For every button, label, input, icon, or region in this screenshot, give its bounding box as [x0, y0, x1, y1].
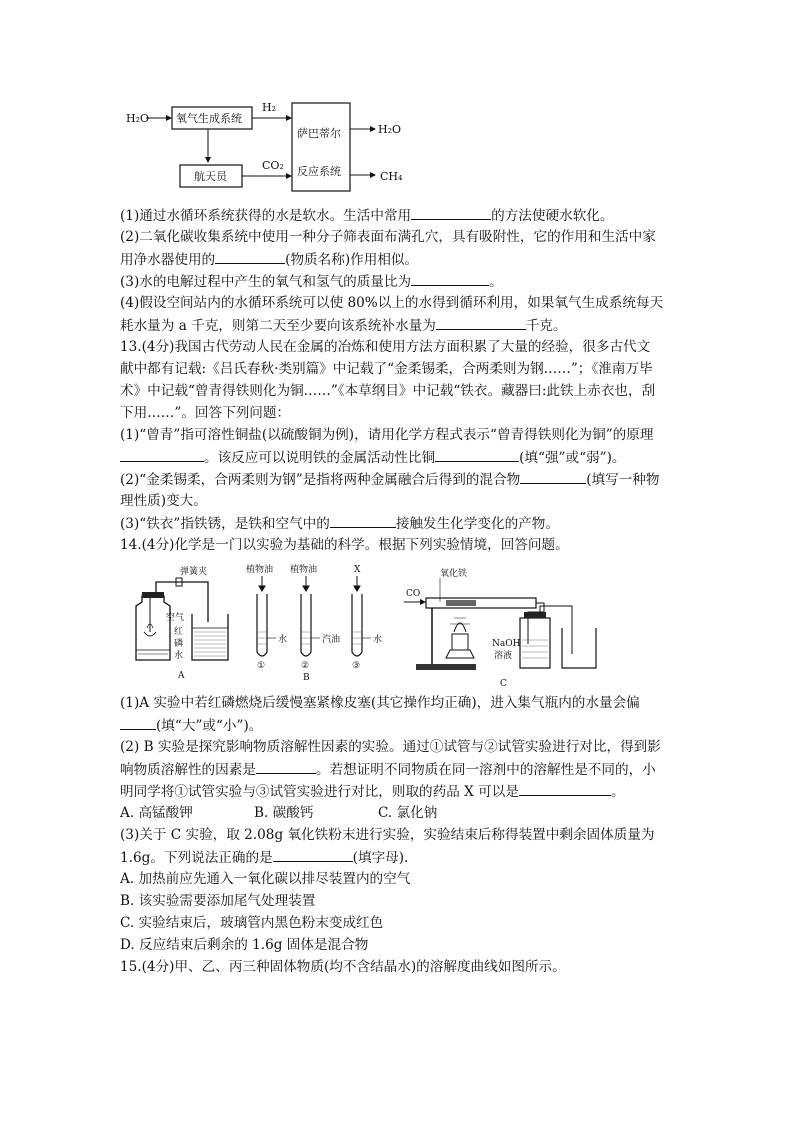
- answer-blank[interactable]: [273, 847, 353, 862]
- tube-number-3: ③: [352, 661, 361, 671]
- q13-line4: 下用……”。回答下列问题：: [120, 405, 291, 421]
- q14-c-line1: (3)关于 C 实验，取 2.08g 氧化铁粉末进行实验，实验结束后称得装置中剩余固体质量为: [120, 827, 655, 843]
- h2o-output-label: H₂O: [378, 123, 402, 136]
- iron-stand-base: [416, 664, 476, 670]
- q13-line5: (1)“曾青”指可溶性铜盐(以硫酸铜为例)，请用化学方程式表示“曾青得铁则化为铜”的原理: [120, 427, 654, 443]
- o2-generation-label: 氧气生成系统: [176, 112, 242, 125]
- sabatier-label-1: 萨巴蒂尔: [297, 127, 341, 140]
- q13-line9: (3)“铁衣”指铁锈，是铁和空气中的 接触发生化学变化的产物。: [120, 513, 680, 534]
- answer-blank[interactable]: [215, 249, 285, 264]
- q12-part1: (1)通过水循环系统获得的水是软水。生活中常用 的方法使硬水软化。: [120, 205, 680, 226]
- option-a[interactable]: A. 高锰酸钾: [120, 805, 193, 821]
- q13-line1: 13.(4分)我国古代劳动人民在金属的冶炼和使用方法方面积累了大量的经验，很多古代文: [120, 339, 651, 355]
- co2-label: CO₂: [262, 159, 284, 172]
- figure-b-label: B: [303, 673, 310, 680]
- x-label: X: [354, 565, 361, 575]
- oil-label-1: 植物油: [246, 565, 274, 575]
- answer-blank[interactable]: [120, 447, 204, 462]
- oil-label-2: 植物油: [290, 565, 318, 575]
- answer-blank[interactable]: [520, 469, 586, 484]
- q14-c-line2: 1.6g。下列说法正确的是 (填字母).: [120, 847, 680, 868]
- rubber-stopper: [142, 592, 164, 598]
- tube3-liquid-label: 水: [373, 635, 383, 645]
- q12-part2-line1: (2)二氧化碳收集系统中使用一种分子筛表面布满孔穴，具有吸附性，它的作用和生活中家: [120, 229, 656, 245]
- q12-part4-line1: (4)假设空间站内的水循环系统可以使 80%以上的水得到循环利用，如果氧气生成系统每天: [120, 295, 664, 311]
- clip-label: 弹簧夹: [180, 567, 208, 577]
- experiment-a-figure: [120, 562, 238, 680]
- tube-number-2: ②: [301, 661, 310, 671]
- alcohol-burner: [446, 650, 474, 658]
- tube-number-1: ①: [257, 661, 266, 671]
- tube1-liquid-label: 水: [278, 635, 288, 645]
- co-label: CO: [406, 589, 421, 599]
- q14-c-option-c[interactable]: C. 实验结束后，玻璃管内黑色粉末变成红色: [120, 915, 384, 931]
- q14-c-option-b[interactable]: B. 该实验需要添加尾气处理装置: [120, 893, 316, 909]
- h2o-input-label: H₂O: [126, 112, 150, 125]
- figure-c-label: C: [500, 679, 507, 689]
- glass-tube: [426, 598, 536, 608]
- air-label: 空气: [166, 613, 185, 623]
- answer-blank[interactable]: [436, 315, 526, 330]
- answer-blank[interactable]: [411, 271, 489, 286]
- q14-intro: 14.(4分)化学是一门以实验为基础的科学。根据下列实验情境，回答问题。: [120, 537, 569, 553]
- q15-line1: 15.(4分)甲、乙、丙三种固体物质(均不含结晶水)的溶解度曲线如图所示。: [120, 959, 566, 975]
- q12-part2-line2: 用净水器使用的 (物质名称)作用相似。: [120, 249, 680, 270]
- answer-blank[interactable]: [120, 715, 156, 730]
- solution-label: 溶液: [494, 651, 513, 661]
- ch4-output-label: CH₄: [380, 170, 403, 183]
- q13-line8: 理性质)变大。: [120, 493, 207, 509]
- answer-blank[interactable]: [330, 513, 396, 528]
- q12-part4-line2: 耗水量为 a 千克，则第二天至少要向该系统补水量为 千克。: [120, 315, 680, 336]
- q14-c-option-a[interactable]: A. 加热前应先通入一氧化碳以排尽装置内的空气: [120, 871, 411, 887]
- answer-blank[interactable]: [519, 781, 611, 796]
- option-c[interactable]: C. 氯化钠: [378, 805, 438, 821]
- phosphorus-label: 磷: [174, 639, 184, 649]
- test-tube-2: [301, 594, 311, 656]
- test-tube-3: [352, 594, 362, 656]
- answer-blank[interactable]: [256, 759, 316, 774]
- q14-a-line1: (1)A 实验中若红磷燃烧后缓慢塞紧橡皮塞(其它操作均正确)，进入集气瓶内的水量会偏: [120, 695, 640, 711]
- q14-b-line3: 明同学将①试管实验与③试管实验进行对比，则取的药品 X 可以是 。: [120, 781, 680, 802]
- experiment-b-figure: [240, 562, 390, 680]
- water-label: 水: [174, 651, 184, 661]
- h2-label: H₂: [262, 101, 277, 114]
- q13-line3: 术》中记载“曾青得铁则化为铜……”《本草纲目》中记载“铁衣。藏器曰:此铁上赤衣也，刮: [120, 383, 656, 399]
- option-b[interactable]: B. 碳酸钙: [254, 805, 314, 821]
- red-label: 红: [174, 627, 184, 637]
- q12-part3: (3)水的电解过程中产生的氧气和氢气的质量比为 。: [120, 271, 680, 292]
- collection-beaker: [562, 628, 596, 668]
- answer-blank[interactable]: [435, 447, 519, 462]
- q14-c-option-d[interactable]: D. 反应结束后剩余的 1.6g 固体是混合物: [120, 937, 369, 953]
- iron-oxide-powder: [446, 600, 476, 606]
- tube2-liquid-label: 汽油: [322, 635, 341, 645]
- water-beaker: [192, 614, 228, 660]
- naoh-wash-bottle: [520, 618, 550, 668]
- q13-line7: (2)“金柔锡柔，合两柔则为钢”是指将两种金属融合后得到的混合物 (填写一种物: [120, 469, 680, 490]
- iron-oxide-label: 氧化铁: [440, 569, 468, 579]
- q14-b-options: [120, 803, 680, 823]
- q14-b-line1: (2) B 实验是探究影响物质溶解性因素的实验。通过①试管与②试管实验进行对比，得到影: [120, 739, 661, 755]
- q13-line2: 献中都有记载:《吕氏春秋·类别篇》中记载了“金柔锡柔，合两柔则为钢……”；《淮南万毕: [120, 361, 653, 377]
- experiment-c-figure: [396, 562, 620, 690]
- astronaut-label: 航天员: [194, 170, 227, 183]
- q13-line6: 。该反应可以说明铁的金属活动性比铜 (填“强”或“弱”)。: [120, 447, 680, 468]
- test-tube-1: [257, 594, 267, 656]
- figure-a-label: A: [178, 671, 185, 680]
- q14-b-line2: 响物质溶解性的因素是 。若想证明不同物质在同一溶剂中的溶解性是不同的，小: [120, 759, 680, 780]
- naoh-label: NaOH: [492, 639, 521, 649]
- sabatier-label-2: 反应系统: [297, 165, 341, 178]
- water-cycle-diagram: [120, 95, 420, 195]
- q14-a-line2: (填“大”或“小”)。: [120, 715, 680, 736]
- answer-blank[interactable]: [411, 205, 491, 220]
